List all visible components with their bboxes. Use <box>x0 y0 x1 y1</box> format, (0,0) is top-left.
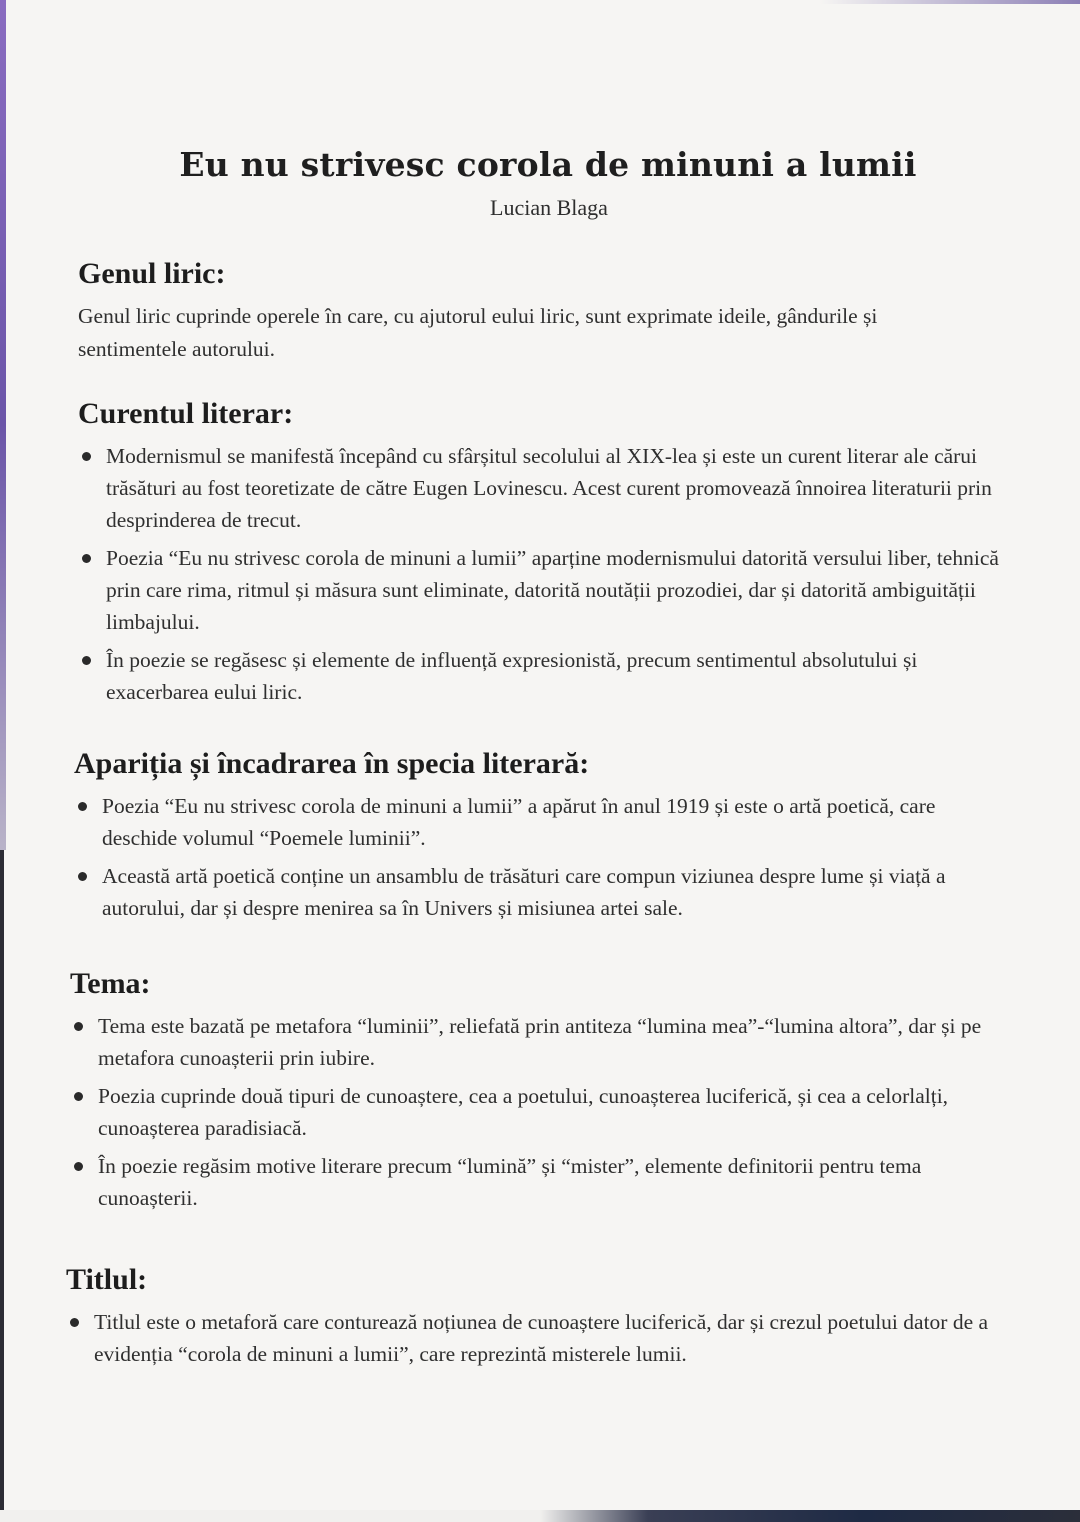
bullet-list <box>70 1010 1000 1214</box>
section-curentul-literar <box>78 396 1018 714</box>
section-heading: Genul liric: <box>78 257 226 290</box>
bullet-icon <box>78 802 87 811</box>
bullet-icon <box>74 1022 83 1031</box>
list-item <box>74 790 994 854</box>
list-item <box>70 1010 1000 1074</box>
section-tema <box>70 966 1000 1220</box>
section-aparitia <box>74 746 994 930</box>
list-item-text: Această artă poetică conține un ansamblu de trăsături care compun viziunea despre lume și viață a autorului, dar și despre menirea sa în Univers și misiunea artei sale. <box>102 864 946 920</box>
document-author: Lucian Blaga <box>490 195 608 220</box>
list-item-text: Modernismul se manifestă începând cu sfârșitul secolului al XIX-lea și este un curent literar ale cărui trăsături au fost teoretizate de către Eugen Lovinescu. Acest curent promovează înnoirea literaturii prin desprinderea de trecut. <box>106 444 992 532</box>
list-item-text: Poezia cuprinde două tipuri de cunoaștere, cea a poetului, cunoașterea luciferică, și cea a celorlalți, cunoașterea paradisiacă. <box>98 1084 949 1140</box>
bullet-icon <box>74 1162 83 1171</box>
section-genul-liric <box>78 256 978 366</box>
list-item <box>66 1306 1016 1370</box>
list-item-text: Poezia “Eu nu strivesc corola de minuni a lumii” aparține modernismului datorită versului liber, tehnică prin care rima, ritmul și măsura sunt eliminate, datorită noutății prozodiei, dar și datorită ambiguității limbajului. <box>106 546 999 634</box>
document-title: Eu nu strivesc corola de minuni a lumii <box>179 145 917 184</box>
list-item-text: În poezie se regăsesc și elemente de influență expresionistă, precum sentimentul absolutului și exacerbarea eului liric. <box>106 648 918 704</box>
list-item <box>78 440 1018 536</box>
bullet-icon <box>78 872 87 881</box>
section-heading: Curentul literar: <box>78 397 294 430</box>
section-heading: Titlul: <box>66 1263 148 1296</box>
list-item <box>70 1150 1000 1214</box>
list-item <box>78 644 1018 708</box>
list-item-text: Titlul este o metaforă care conturează noțiunea de cunoaștere luciferică, dar și crezul poetului dator de a evidenția “corola de minuni a lumii”, care reprezintă misterele lumii. <box>94 1310 989 1366</box>
list-item <box>78 542 1018 638</box>
section-heading: Tema: <box>70 967 151 1000</box>
bullet-list <box>74 790 994 924</box>
bullet-icon <box>70 1318 79 1327</box>
bullet-icon <box>74 1092 83 1101</box>
list-item-text: În poezie regăsim motive literare precum “lumină” și “mister”, elemente definitorii pentru tema cunoașterii. <box>98 1154 922 1210</box>
bullet-list <box>66 1306 1016 1370</box>
list-item <box>70 1080 1000 1144</box>
section-titlul <box>66 1262 1016 1376</box>
bullet-icon <box>82 656 91 665</box>
bullet-list <box>78 440 1018 708</box>
list-item-text: Tema este bazată pe metafora “luminii”, reliefată prin antiteza “lumina mea”-“lumina altora”, dar și pe metafora cunoașterii prin iubire. <box>98 1014 982 1070</box>
section-heading: Apariția și încadrarea în specia literară: <box>74 747 590 780</box>
list-item <box>74 860 994 924</box>
bullet-icon <box>82 452 91 461</box>
bullet-icon <box>82 554 91 563</box>
list-item-text: Poezia “Eu nu strivesc corola de minuni a lumii” a apărut în anul 1919 și este o artă poetică, care deschide volumul “Poemele luminii”. <box>102 794 936 850</box>
section-paragraph: Genul liric cuprinde operele în care, cu ajutorul eului liric, sunt exprimate ideile, gândurile și sentimentele autorului. <box>78 304 878 361</box>
